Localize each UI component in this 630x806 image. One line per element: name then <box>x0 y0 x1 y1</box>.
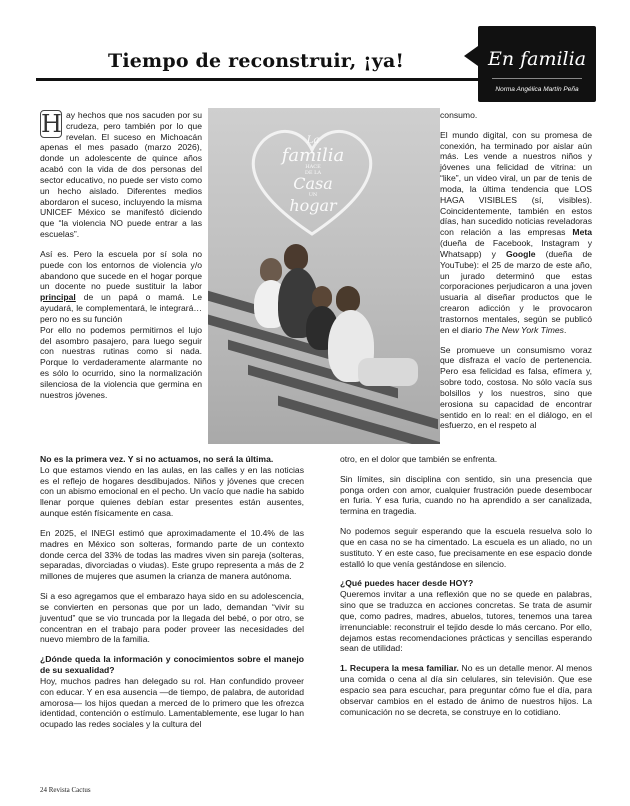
heart-word: DE LA <box>304 169 322 176</box>
text-run: . <box>563 324 567 335</box>
col2-bottom <box>340 454 592 726</box>
paragraph: Si a eso agregamos que el embarazo haya sido en su adolescencia, se convierten en personas que por un lado, demandan “vivir su juventud” que se vio truncada por la llegada del bebé, o por otro, se concentran en el trabajo para poder proveer las necesidades del nuevo miembro de la familia. <box>40 591 304 645</box>
heart-word: HACE <box>305 164 321 171</box>
heart-word: UN <box>308 191 318 198</box>
text-run: de un papá o mamá. Le ayudará, le complementará, le integrará… pero no es su función <box>40 292 202 324</box>
paragraph <box>40 454 304 519</box>
page-number: 24 <box>40 786 47 794</box>
paragraph <box>340 663 592 717</box>
paragraph: consumo. <box>440 110 478 120</box>
paragraph: No podemos seguir esperando que la escuela resuelva solo lo que en casa no se ha cimentado. La escuela es un aliado, no un sustituto. Y en este caso, fue precisamente en ese espacio donde estalló lo que venía gestándose en silencio. <box>340 526 592 569</box>
heart-word: Casa <box>293 173 333 193</box>
paragraph <box>40 110 202 240</box>
paragraph <box>40 249 202 401</box>
paragraph-text: Lo que estamos viendo en las aulas, en las calles y en las noticias es el reflejo de hogares desdibujados. Niños y jóvenes que crecen con un abismo emocional en el pecho. Un vacío que nadie ha sabido llenar porque quienes debían estar presentes están ausentes, aunque estén físicamente en casa. <box>40 464 304 519</box>
paragraph-text: Queremos invitar a una reflexión que no se quede en palabras, sino que se traduzca en acciones concretas. Se trata de asumir que, como padres, madres, abuelos, tutores, tenemos una tarea irrenunciable: reconstruir el tejido desde lo más cercano. Por ello, dejamos estas recomendaciones prácticas y sencillas esperando sean de utilidad: <box>340 589 592 654</box>
drop-cap: H <box>41 110 62 138</box>
italic-text: The New York Times <box>484 324 564 335</box>
title-rule <box>36 78 484 81</box>
paragraph: Se promueve un consumismo voraz que disfraza el vacío de pertenencia. Pero esa felicidad es falsa, efímera y, sobre todo, costosa. No sólo vacía sus bolsillos y los nuestros, sino que erosiona su capacidad de encontrar sentido en lo real: en el diálogo, en el esfuerzo, en el respeto al <box>440 344 592 431</box>
author-name: Norma Angélica Martín Peña <box>495 86 579 93</box>
paragraph-text: ay hechos que nos sacuden por su crudeza, pero también por lo que revelan. El suceso en Michoacán apenas el mes pasado (marzo 2026), donde un adolescente de quince años acabó con la vida de dos personas del sector educativo, no puede ser visto como un hecho aislado. Diferentes medios abordaron el suceso, incluyendo la misma UNICEF México se manifestó diciendo que “la violencia NO puede entrar a las escuelas”. <box>40 110 202 240</box>
father-legs <box>358 358 418 386</box>
text-run: El mundo digital, con su promesa de conexión, ha terminado por aislar aún más. Les vende a nuestros niños y jóvenes una felicidad de vitrina: un “like”, un video viral, un par de tenis de moda, la última tendencia que LOS HAGA VISIBLES (sí, visibles). Coincidentemente, también en estos días, han sucedido noticias reveladoras con relación a las empresas <box>440 129 592 238</box>
mother-head <box>284 244 308 270</box>
col1-bottom <box>40 454 304 739</box>
paragraph: En 2025, el INEGI estimó que aproximadamente el 10.4% de las madres en México son solteras, formando parte de un contexto donde cerca del 33% de todas las madres viven sin pareja (solteras, separadas, divorciadas o viudas). Este grupo representa a más de 2 millones de mujeres que asumen la crianza de manera autónoma. <box>40 527 304 582</box>
heart-text <box>268 136 358 215</box>
bold-lead: 1. Recupera la mesa familiar. <box>340 663 459 674</box>
text-run: (dueña de Facebook, Instagram y Whatsapp) y <box>440 238 592 259</box>
text-run: Por ello no podemos permitirnos el lujo del asombro pasajero, para luego seguir con nuestras rutinas como si nada. Porque lo verdaderamente alarmante no es sólo lo ocurrido, sino la normalización silenciosa de la violencia que germina en nuestros jóvenes. <box>40 324 202 400</box>
paragraph <box>40 654 304 730</box>
col1-top <box>40 110 202 410</box>
heart-word: familia <box>281 144 345 166</box>
paragraph-text: Hoy, muchos padres han delegado su rol. Han confundido proveer con educar. Y en esa ausencia —de tiempo, de palabra, de autoridad amorosa— los hijos quedan a merced de lo primero que les ofrezca identidad, contención o estímulo. Lamentablemente, ese lugar lo han ocupado las redes sociales y la cultura del <box>40 675 304 730</box>
child-head <box>260 258 282 282</box>
heart-word: La <box>306 135 320 146</box>
article-title: Tiempo de reconstruir, ¡ya! <box>108 50 405 72</box>
subheading: ¿Qué puedes hacer desde HOY? <box>340 578 474 589</box>
heart-word: hogar <box>289 195 337 215</box>
emphasis-text: Google <box>505 248 536 259</box>
text-run: (dueña de YouTube): el 25 de marzo de este año, un jurado determinó que estas corporaciones perjudicaron a una joven usuaria al diseñar productos que le crearon adicción y le provocaron trastornos mentales, según se publicó en el diario <box>440 248 592 335</box>
paragraph: otro, en el dolor que también se enfrenta. <box>340 454 498 464</box>
section-title: En familia <box>487 48 587 70</box>
emphasis-text: principal <box>40 292 76 303</box>
paragraph: Sin límites, sin disciplina con sentido, sin una presencia que ponga orden con amor, cualquier frustración puede desembocar en furia. Y esa furia, cuando no ha aprendido a ser canalizada, termina en tragedia. <box>340 473 592 517</box>
badge-divider <box>492 78 582 79</box>
emphasis-text: Meta <box>572 227 592 238</box>
paragraph <box>340 578 592 654</box>
subheading: ¿Dónde queda la información y conocimientos sobre el manejo de su sexualidad? <box>40 654 304 676</box>
col2-top <box>440 110 592 440</box>
father-head <box>336 286 360 312</box>
bold-lead: No es la primera vez. Y si no actuamos, no será la última. <box>40 454 274 464</box>
paragraph-text: No es un detalle menor. Al menos una comida o cena al día sin celulares, sin televisión. Que ese espacio sea para escuchar, para preguntar cómo fue el día, para observar cambios en el estado de ánimo de nuestros hijos. La comunicación no se decreta, se construye en lo cotidiano. <box>340 663 593 717</box>
magazine-name: Revista Cactus <box>48 786 91 794</box>
page-footer <box>40 786 91 794</box>
family-photo <box>208 108 440 444</box>
text-run: Así es. Pero la escuela por sí sola no puede con los entornos de violencia y/o abandono que sucede en el hogar porque un docente no puede sustituir la labor <box>40 248 202 292</box>
paragraph <box>440 130 592 336</box>
boy-head <box>312 286 332 308</box>
